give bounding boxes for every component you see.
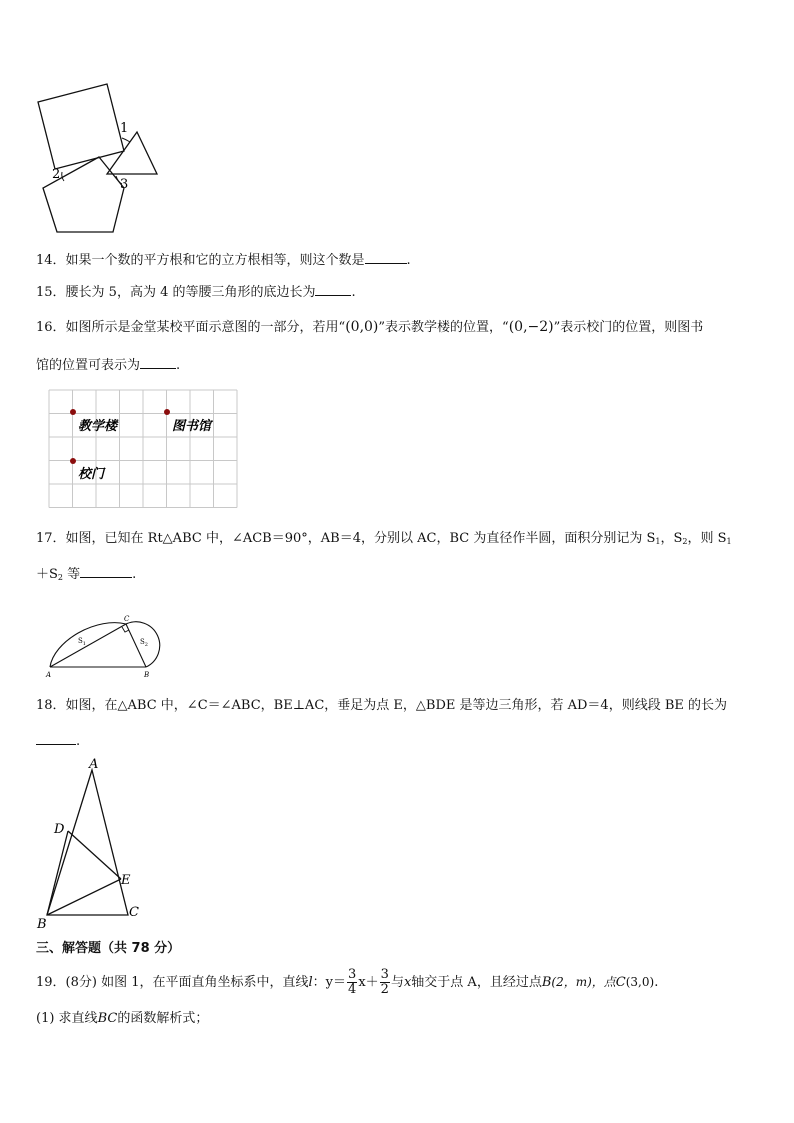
- sub-2b: 2: [57, 573, 63, 582]
- var-c: C: [615, 975, 626, 990]
- question-19-sub1: [36, 1010, 208, 1028]
- label-school-gate: 校门: [78, 467, 105, 482]
- label-a: A: [46, 671, 52, 679]
- point-library: [164, 409, 170, 415]
- question-18-line2: [36, 731, 80, 751]
- label-a: A: [89, 757, 99, 772]
- label-e: E: [121, 873, 131, 888]
- fraction-3-4: [347, 968, 357, 997]
- coord-c: (3,0): [625, 975, 655, 989]
- question-16-end: .: [176, 358, 181, 373]
- question-19-xplus: x＋: [358, 975, 379, 990]
- question-19-mid: 与: [390, 975, 404, 990]
- answer-blank-15[interactable]: [315, 282, 351, 296]
- question-17-line1: [36, 530, 732, 551]
- answer-blank-17[interactable]: [80, 564, 132, 578]
- label-s2: $S_2$: [140, 638, 148, 648]
- question-16-text-d: 馆的位置可表示为: [36, 358, 141, 373]
- segment-bd: [47, 831, 68, 915]
- question-16-line1: [36, 318, 703, 337]
- angle-label-3: 3: [120, 177, 129, 192]
- answer-blank-16[interactable]: [140, 355, 176, 369]
- label-s1: $S_1$: [78, 637, 86, 647]
- question-16-text-c: ”表示校门的位置，则图书: [553, 320, 704, 335]
- question-15-text: 15．腰长为 5，高为 4 的等腰三角形的底边长为: [36, 285, 316, 300]
- question-15: [36, 282, 356, 302]
- coord-teaching-building: (0,0): [345, 319, 379, 335]
- var-bc: BC: [97, 1011, 118, 1026]
- section-heading: 三、解答题（共 78 分）: [36, 941, 181, 956]
- question-19-colon: ：y＝: [312, 975, 347, 990]
- fraction-3-2: [380, 968, 390, 997]
- frac1-num: 3: [348, 967, 357, 982]
- coord-b: (2，m)，点: [551, 975, 616, 989]
- label-b: B: [144, 671, 150, 679]
- question-17-text-a: 17．如图，已知在 Rt△ABC 中，∠ACB＝90°，AB＝4，分别以 AC，BC 为直径作半圆，面积分别记为 S: [36, 531, 656, 546]
- label-d: D: [54, 822, 65, 837]
- question-16-line2: [36, 355, 180, 375]
- sub-1: 1: [655, 537, 661, 546]
- angle-label-2: 2: [52, 167, 61, 182]
- label-c: C: [129, 905, 139, 920]
- angle-arc-1: [122, 138, 130, 142]
- var-l: l: [308, 975, 313, 990]
- question-19-prefix: 19．(8分) 如图 1，在平面直角坐标系中，直线: [36, 975, 309, 990]
- question-14: [36, 250, 411, 270]
- label-c: C: [124, 615, 130, 623]
- label-teaching-building: 教学楼: [78, 419, 118, 434]
- point-school-gate: [70, 458, 76, 464]
- question-14-end: .: [406, 253, 411, 268]
- question-17-text-d: 等: [63, 567, 81, 582]
- triangle-abc: [47, 770, 128, 915]
- segment-be: [47, 879, 121, 915]
- label-library: 图书馆: [172, 419, 212, 434]
- square-shape: [38, 84, 124, 169]
- sub-2: 2: [682, 537, 688, 546]
- question-15-end: .: [351, 285, 356, 300]
- coord-school-gate: (0,−2): [508, 319, 554, 335]
- frac2-den: 2: [380, 982, 389, 997]
- question-16-text-b: ”表示教学楼的位置，“: [378, 320, 509, 335]
- question-19-sub1-b: 的函数解析式；: [117, 1011, 209, 1026]
- answer-blank-18[interactable]: [36, 731, 76, 745]
- angle-label-1: 1: [120, 121, 129, 136]
- question-17-line2: [36, 564, 136, 587]
- figure-school-map: [44, 388, 240, 512]
- figure-semicircles: [40, 600, 170, 680]
- answer-blank-14[interactable]: [365, 250, 407, 264]
- question-18-line1: [36, 697, 727, 715]
- question-18-text: 18．如图，在△ABC 中，∠C＝∠ABC，BE⊥AC，垂足为点 E，△BDE 是等边三角形，若 AD＝4，则线段 BE 的长为: [36, 698, 728, 713]
- question-17-text-b: ，则 S: [687, 531, 727, 546]
- figure-polygons: [30, 80, 170, 235]
- frac1-den: 4: [348, 982, 357, 997]
- question-17-end: .: [132, 567, 137, 582]
- var-b: B: [541, 975, 552, 990]
- point-teaching-building: [70, 409, 76, 415]
- label-b: B: [37, 917, 47, 932]
- question-17-comma: ，S: [660, 531, 683, 546]
- var-x: x: [403, 975, 412, 990]
- question-14-text: 14．如果一个数的平方根和它的立方根相等，则这个数是: [36, 253, 365, 268]
- question-17-text-c: ＋S: [36, 567, 58, 582]
- question-18-end: .: [76, 734, 81, 749]
- question-19-line1: [36, 962, 658, 1002]
- question-19-mid2: 轴交于点 A，且经过点: [411, 975, 542, 990]
- figure-triangle-abc: [34, 755, 146, 933]
- question-19-sub1-a: (1) 求直线: [36, 1011, 98, 1026]
- question-19-end: .: [654, 975, 659, 990]
- question-16-text-a: 16．如图所示是金堂某校平面示意图的一部分，若用“: [36, 320, 346, 335]
- frac2-num: 3: [380, 967, 389, 982]
- sub-1b: 1: [726, 537, 732, 546]
